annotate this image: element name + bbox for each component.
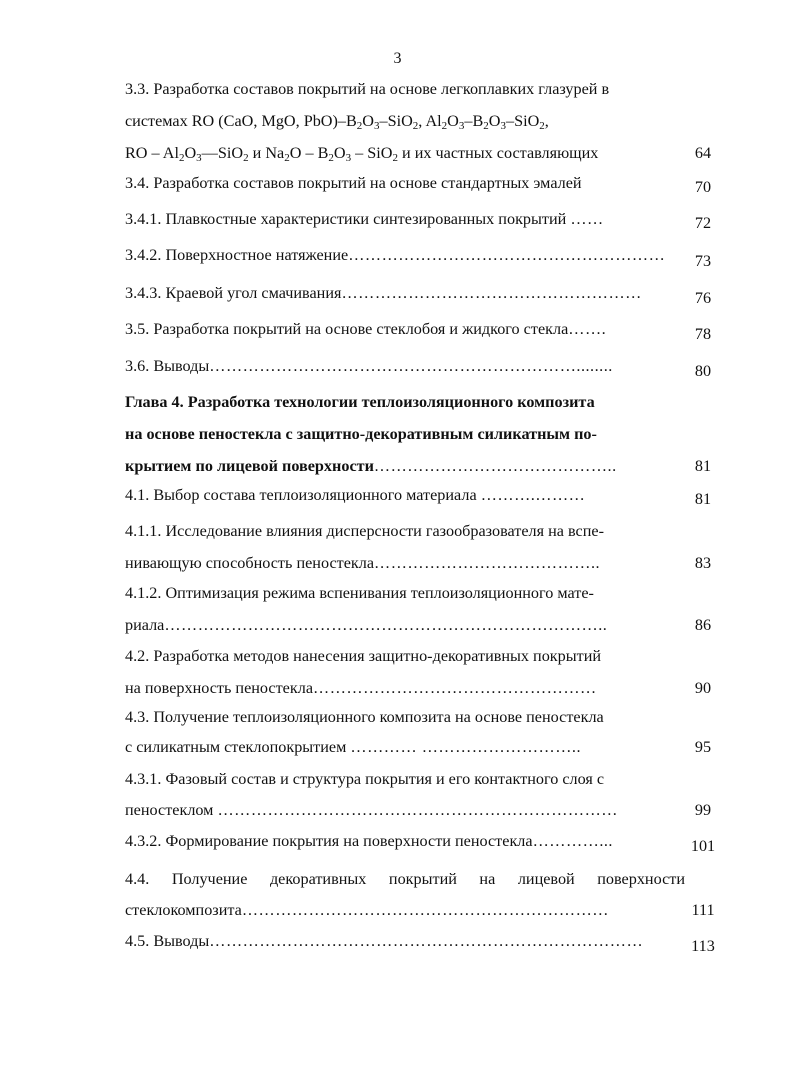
formula-text: –B: [464, 112, 484, 130]
formula-text: O: [333, 144, 346, 162]
subscript: 3: [458, 120, 465, 132]
leader-dots: …………………………………………………: [348, 246, 666, 264]
toc-entry-title: 4.1. Выбор состава теплоизоляционного материала: [125, 486, 477, 504]
toc-entry-title: 3.6. Выводы: [125, 357, 210, 375]
toc-entry-4-3-1-line-2: [125, 797, 685, 823]
chapter-4-heading-line-3: [125, 453, 685, 479]
leader-dots: ……………………………………………………………………: [209, 932, 644, 950]
toc-entry-title: 3.5. Разработка покрытий на основе стеклобоя и жидкого стекла: [125, 320, 569, 338]
toc-page-number: 64: [694, 144, 712, 162]
toc-page-number: 99: [694, 801, 712, 819]
leader-dots: ……: [570, 210, 604, 228]
formula-text: – SiO: [351, 144, 393, 162]
toc-page-number: 72: [694, 214, 712, 232]
toc-entry-4-5: [125, 928, 685, 954]
toc-page-number: 81: [694, 457, 712, 475]
toc-entry-title: 3.4.2. Поверхностное натяжение: [125, 246, 349, 264]
toc-entry-4-1-2-line-2: [125, 612, 685, 638]
toc-entry-title: на поверхность пеностекла: [125, 679, 313, 697]
toc-page-number: 111: [691, 901, 715, 919]
formula-text: O: [184, 144, 197, 162]
toc-entry-3-5: [125, 316, 685, 342]
page-number: 3: [393, 50, 402, 67]
toc-entry-3-3-line-3: [125, 140, 685, 166]
leader-dots: ………………………………………………: [341, 284, 642, 302]
leader-dots: …………………………………………………………........: [209, 357, 613, 375]
toc-entry-4-3-1-line-1: 4.3.1. Фазовый состав и структура покрытия и его контактного слоя с: [125, 770, 605, 788]
toc-entry-title: 4.5. Выводы: [125, 932, 210, 950]
toc-entry-3-4-2: [125, 242, 685, 268]
toc-entry-title: 4.3.2. Формирование покрытия на поверхности пеностекла: [125, 832, 533, 850]
toc-page-number: 95: [694, 738, 712, 756]
toc-entry-3-3-line-2: [125, 108, 685, 134]
chapter-4-heading-line-2: на основе пеностекла с защитно-декоративным силикатным по-: [125, 425, 597, 443]
toc-page-number: 90: [694, 679, 712, 697]
formula-text: –SiO: [505, 112, 540, 130]
toc-page-number: 101: [690, 837, 716, 855]
subscript: 3: [196, 152, 202, 164]
subscript: 2: [356, 120, 363, 132]
leader-dots: ………… ………………………..: [350, 738, 581, 756]
toc-entry-title: стеклокомпозита: [125, 901, 242, 919]
leader-dots: …….: [568, 320, 607, 338]
leader-dots: ……………………………………………………………………..: [164, 616, 608, 634]
toc-page-number: 86: [694, 616, 712, 634]
toc-entry-3-6: [125, 353, 685, 379]
formula-text: RO – Al: [125, 144, 179, 162]
leader-dots: …………………………………..: [374, 554, 601, 572]
formula-text: –SiO: [379, 112, 413, 130]
toc-page-number: 76: [694, 289, 712, 307]
subscript: 2: [539, 120, 545, 132]
subscript: 2: [284, 152, 290, 164]
toc-entry-title: риала: [125, 616, 165, 634]
toc-page-number: 113: [691, 937, 715, 955]
formula-text: O: [362, 112, 374, 130]
subscript: 2: [178, 152, 185, 164]
toc-entry-3-4-3: [125, 280, 685, 306]
toc-page-number: 83: [694, 554, 712, 572]
toc-page-number: 73: [694, 252, 712, 270]
toc-entry-title: крытием по лицевой поверхности: [125, 457, 374, 475]
toc-entry-4-2-line-2: [125, 675, 685, 701]
formula-text: O: [447, 112, 459, 130]
toc-entry-3-3-line-1: 3.3. Разработка составов покрытий на основе легкоплавких глазурей в: [125, 80, 610, 98]
toc-page-number: 78: [694, 325, 712, 343]
subscript: 2: [392, 152, 398, 164]
subscript: 3: [373, 120, 380, 132]
formula-text: O – B: [289, 144, 329, 162]
toc-entry-4-3-2: [125, 828, 685, 854]
subscript: 2: [483, 120, 489, 132]
toc-entry-4-1: [125, 482, 685, 508]
toc-entry-4-2-line-1: 4.2. Разработка методов нанесения защитно-декоративных покрытий: [125, 647, 602, 665]
chapter-4-heading-line-1: Глава 4. Разработка технологии теплоизоляционного композита: [125, 393, 595, 411]
formula-text: системах RO (CaO, MgO, PbO)–B: [125, 112, 357, 130]
subscript: 2: [328, 152, 334, 164]
toc-page-number: 80: [694, 362, 712, 380]
formula-text: и их частных составляющих: [397, 144, 599, 162]
toc-entry-title: с силикатным стеклопокрытием: [125, 738, 347, 756]
toc-entry-4-1-1-line-2: [125, 550, 685, 576]
toc-page-number: 81: [694, 490, 712, 508]
leader-dots: ……….………: [480, 486, 586, 504]
toc-entry-3-4-1: [125, 206, 685, 232]
leader-dots: …………………………………………………………: [241, 901, 609, 919]
subscript: 2: [243, 152, 249, 164]
toc-entry-title: нивающую способность пеностекла: [125, 554, 375, 572]
toc-entry-title: пеностеклом: [125, 801, 214, 819]
subscript: 2: [412, 120, 419, 132]
toc-entry-4-3-line-1: 4.3. Получение теплоизоляционного композита на основе пеностекла: [125, 708, 604, 726]
toc-entry-title: 3.4.3. Краевой угол смачивания: [125, 284, 342, 302]
formula-text: и Na: [248, 144, 285, 162]
leader-dots: ……………………………………..: [373, 457, 617, 475]
formula-text: ,: [544, 112, 549, 130]
toc-entry-4-4-line-2: [125, 897, 685, 923]
toc-entry-4-3-line-2: [125, 734, 685, 760]
leader-dots: ……………………………………………: [313, 679, 597, 697]
toc-entry-title: 3.4.1. Плавкостные характеристики синтезированных покрытий: [125, 210, 567, 228]
toc-page-number: 70: [694, 178, 712, 196]
toc-entry-4-1-2-line-1: 4.1.2. Оптимизация режима вспенивания теплоизоляционного мате-: [125, 584, 594, 602]
leader-dots: ………………………………………………………………: [217, 801, 618, 819]
subscript: 3: [345, 152, 352, 164]
formula-text: O: [488, 112, 501, 130]
formula-text: , Al: [418, 112, 442, 130]
subscript: 3: [500, 120, 506, 132]
subscript: 2: [441, 120, 448, 132]
leader-dots: …………...: [532, 832, 613, 850]
toc-entry-4-1-1-line-1: 4.1.1. Исследование влияния дисперсности газообразователя на вспе-: [125, 522, 604, 540]
toc-entry-4-4-line-1: 4.4. Получение декоративных покрытий на лицевой поверхности: [125, 870, 685, 888]
formula-text: —SiO: [201, 144, 244, 162]
toc-entry-3-4: 3.4. Разработка составов покрытий на основе стандартных эмалей: [125, 174, 582, 192]
